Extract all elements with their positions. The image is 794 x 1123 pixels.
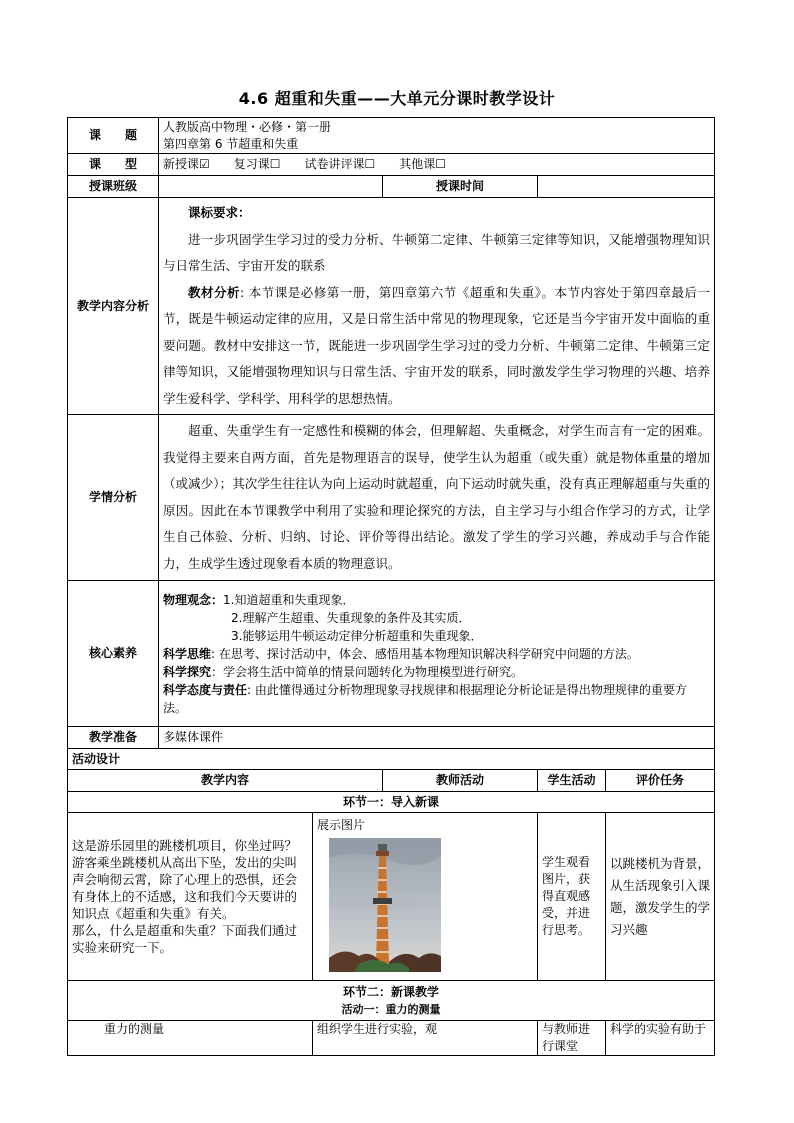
row-topic [68, 118, 715, 154]
core-concept-3: 3.能够运用牛顿运动定律分析超重和失重现象． [231, 628, 483, 643]
s2-student: 与教师进行课堂 [538, 1021, 606, 1056]
s1-student: 学生观看图片，获得直观感受，并进行思考。 [538, 813, 606, 981]
prep-label: 教学准备 [68, 727, 159, 749]
row-class [68, 176, 715, 198]
s1-content-p2: 那么，什么是超重和失重？下面我们通过实验来研究一下。 [72, 923, 298, 955]
content-req-title: 课标要求： [188, 205, 251, 220]
lesson-plan-table [67, 117, 715, 1056]
learner-value [159, 415, 715, 581]
row-content [68, 198, 715, 415]
topic-value [159, 118, 715, 154]
row-type [68, 154, 715, 176]
row-core [68, 581, 715, 727]
class-label: 授课班级 [68, 176, 159, 198]
type-options: 新授课☑ 复习课☐ 试卷讲评课☐ 其他课☐ [159, 154, 715, 176]
s2-content: 重力的测量 [68, 1021, 313, 1056]
content-label: 教学内容分析 [68, 198, 159, 415]
content-analysis: 教材分析: 本节课是必修第一册，第四章第六节《超重和失重》。本节内容处于第四章最后一节，既是牛顿运动定律的应用，又是日常生活中常见的物理现象，它还是当今宇宙开发中面临的重要问题。教材中安排这一节，既能进一步巩固学生学习过的受力分析、牛顿第二定律、牛顿第三定律等知识，又能增强物理知识与日常生活、宇宙开发的联系，同时激发学生学习物理的兴趣、培养学生爱科学、学科学、用科学的思想热情。 [163, 284, 711, 406]
topic-line2: 第四章第 6 节超重和失重 [163, 136, 299, 151]
core-attitude: 科学态度与责任: 由此懂得通过分析物理现象寻找规律和根据理论分析论证是得出物理规律的重要方法。 [163, 682, 687, 715]
row-activity [68, 749, 715, 770]
section1-row [68, 792, 715, 813]
section2-title-cell [68, 981, 715, 1021]
row-learner [68, 415, 715, 581]
core-explore: 科学探究：学会将生活中简单的情景问题转化为物理模型进行研究。 [163, 664, 524, 679]
row-prep [68, 727, 715, 749]
section1-body [68, 813, 715, 981]
s1-teacher [313, 813, 538, 981]
section2-title: 环节二：新课教学 [343, 984, 440, 999]
time-label: 授课时间 [383, 176, 538, 198]
content-req-text: 进一步巩固学生学习过的受力分析、牛顿第二定律、牛顿第三定律等知识，又能增强物理知识与日常生活、宇宙开发的联系 [163, 231, 711, 273]
drop-tower-photo [329, 838, 441, 972]
topic-line1: 人教版高中物理・必修・第一册 [163, 119, 332, 134]
type-label: 课 型 [68, 154, 159, 176]
core-concept: 物理观念：1.知道超重和失重现象． [163, 592, 355, 607]
section2-body [68, 1021, 715, 1056]
learner-label: 学情分析 [68, 415, 159, 581]
activity-header-row [68, 770, 715, 792]
header-content: 教学内容 [68, 770, 383, 792]
s1-content [68, 813, 313, 981]
topic-label: 课 题 [68, 118, 159, 154]
learner-text: 超重、失重学生有一定感性和模糊的体会，但理解超、失重概念，对学生而言有一定的困难。我觉得主要来自两方面，首先是物理语言的误导，使学生认为超重（或失重）就是物体重量的增加（或减少）；其次学生往往认为向上运动时就超重，向下运动时就失重，没有真正理解超重与失重的原因。因此在本节课教学中利用了实验和理论探究的方法，自主学习与小组合作学习的方式，让学生自己体验、分析、归纳、讨论、评价等得出结论。激发了学生的学习兴趣，养成动手与合作能力，生成学生透过现象看本质的物理意识。 [163, 423, 711, 571]
class-value [159, 176, 383, 198]
s1-eval: 以跳楼机为背景，从生活现象引入课题，激发学生的学习兴趣 [606, 813, 715, 981]
content-value [159, 198, 715, 415]
s2-teacher: 组织学生进行实验，观 [313, 1021, 538, 1056]
core-think: 科学思维: 在思考、探讨活动中，体会、感悟用基本物理知识解决科学研究中问题的方法。 [163, 646, 639, 661]
page-title: 4.6 超重和失重——大单元分课时教学设计 [238, 89, 556, 108]
prep-value: 多媒体课件 [159, 727, 715, 749]
section2-subtitle: 活动一：重力的测量 [341, 1002, 441, 1016]
core-value [159, 581, 715, 727]
activity-label: 活动设计 [68, 749, 715, 770]
time-value [538, 176, 715, 198]
header-teacher: 教师活动 [383, 770, 538, 792]
s1-teacher-text: 展示图片 [317, 818, 366, 832]
s1-content-p1: 这是游乐园里的跳楼机项目，你坐过吗？游客乘坐跳楼机从高出下坠，发出的尖叫声会响彻云霄，除了心理上的恐惧，还会有身体上的不适感，这和我们今天要讲的知识点《超重和失重》有关。 [72, 838, 298, 921]
core-concept-2: 2.理解产生超重、失重现象的条件及其实质． [231, 610, 471, 625]
header-eval: 评价任务 [606, 770, 715, 792]
s2-eval: 科学的实验有助于 [606, 1021, 715, 1056]
section2-row [68, 981, 715, 1021]
core-label: 核心素养 [68, 581, 159, 727]
header-student: 学生活动 [538, 770, 606, 792]
section1-title: 环节一：导入新课 [68, 792, 715, 813]
